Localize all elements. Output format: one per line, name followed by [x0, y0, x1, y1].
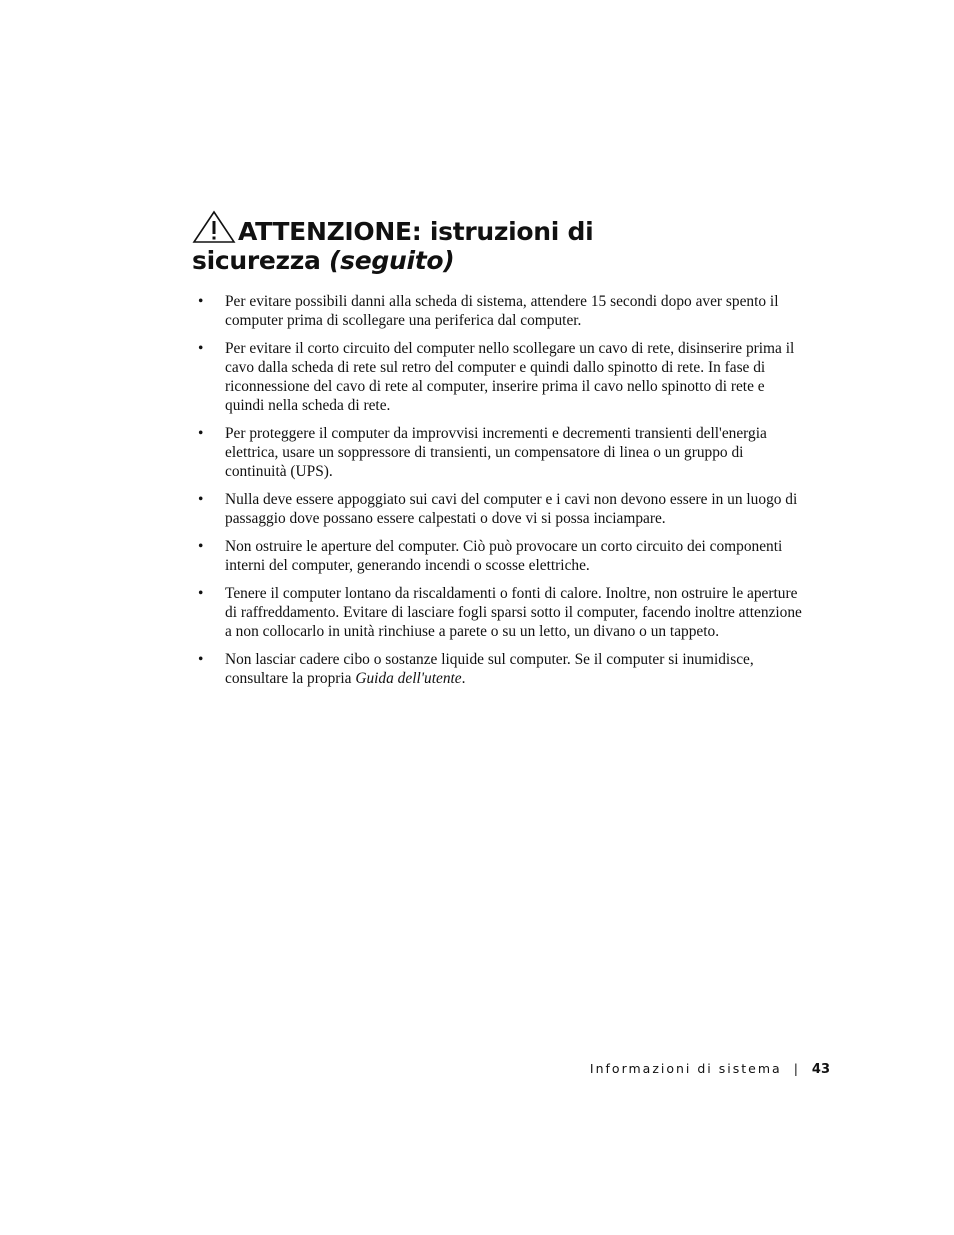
list-item	[198, 424, 802, 481]
heading-title: ATTENZIONE:	[238, 217, 422, 246]
footer-separator: |	[793, 1061, 798, 1076]
heading-subtitle-line1: istruzioni di	[429, 217, 594, 246]
bullet-icon: •	[198, 491, 204, 508]
safety-instructions-list	[198, 292, 802, 697]
page-number: 43	[811, 1062, 830, 1077]
bullet-icon: •	[198, 651, 204, 668]
list-item	[198, 537, 802, 575]
footer-section-title: Informazioni di sistema	[589, 1061, 782, 1076]
list-item	[198, 584, 802, 641]
user-guide-title: Guida dell'utente	[355, 670, 462, 687]
list-item-text: Nulla deve essere appoggiato sui cavi del computer e i cavi non devono essere in un luogo di passaggio dove possano essere calpestati o dove vi si possa inciampare.	[225, 491, 798, 527]
section-heading	[192, 210, 832, 275]
bullet-icon: •	[198, 340, 204, 357]
bullet-icon: •	[198, 585, 204, 602]
page-footer	[590, 1061, 830, 1077]
bullet-icon: •	[198, 425, 204, 442]
list-item-text: Non ostruire le aperture del computer. Ciò può provocare un corto circuito dei componenti interni del computer, generando incendi o scosse elettriche.	[225, 538, 783, 574]
list-item	[198, 292, 802, 330]
list-item	[198, 339, 802, 415]
list-item-text: Per evitare possibili danni alla scheda di sistema, attendere 15 secondi dopo aver spento il computer prima di scollegare una periferica dal computer.	[225, 293, 779, 329]
bullet-icon: •	[198, 293, 204, 310]
list-item	[198, 650, 802, 688]
heading-continued: (seguito)	[329, 246, 455, 275]
list-item-text-end: .	[461, 670, 466, 687]
list-item-text: Non lasciar cadere cibo o sostanze liquide sul computer. Se il computer si inumidisce, consultare la propria	[225, 651, 754, 687]
warning-triangle-icon	[192, 210, 236, 244]
bullet-icon: •	[198, 538, 204, 555]
list-item-text: Per evitare il corto circuito del computer nello scollegare un cavo di rete, disinserire prima il cavo dalla scheda di rete sul retro del computer e quindi dallo spinotto di rete. In fase di riconnessione del cavo di rete al computer, inserire prima il cavo nello spinotto di rete e quindi nella scheda di rete.	[225, 340, 795, 414]
list-item	[198, 490, 802, 528]
list-item-text: Per proteggere il computer da improvvisi incrementi e decrementi transienti dell'energia elettrica, usare un soppressore di transienti, un compensatore di linea o un gruppo di continuità (UPS).	[225, 425, 767, 480]
list-item-text: Tenere il computer lontano da riscaldamenti o fonti di calore. Inoltre, non ostruire le aperture di raffreddamento. Evitare di lasciare fogli sparsi sotto il computer, facendo inoltre attenzione a non collocarlo in unità rinchiuse a parete o su un letto, un divano o un tappeto.	[225, 585, 802, 640]
heading-subtitle-line2: sicurezza	[192, 246, 321, 275]
